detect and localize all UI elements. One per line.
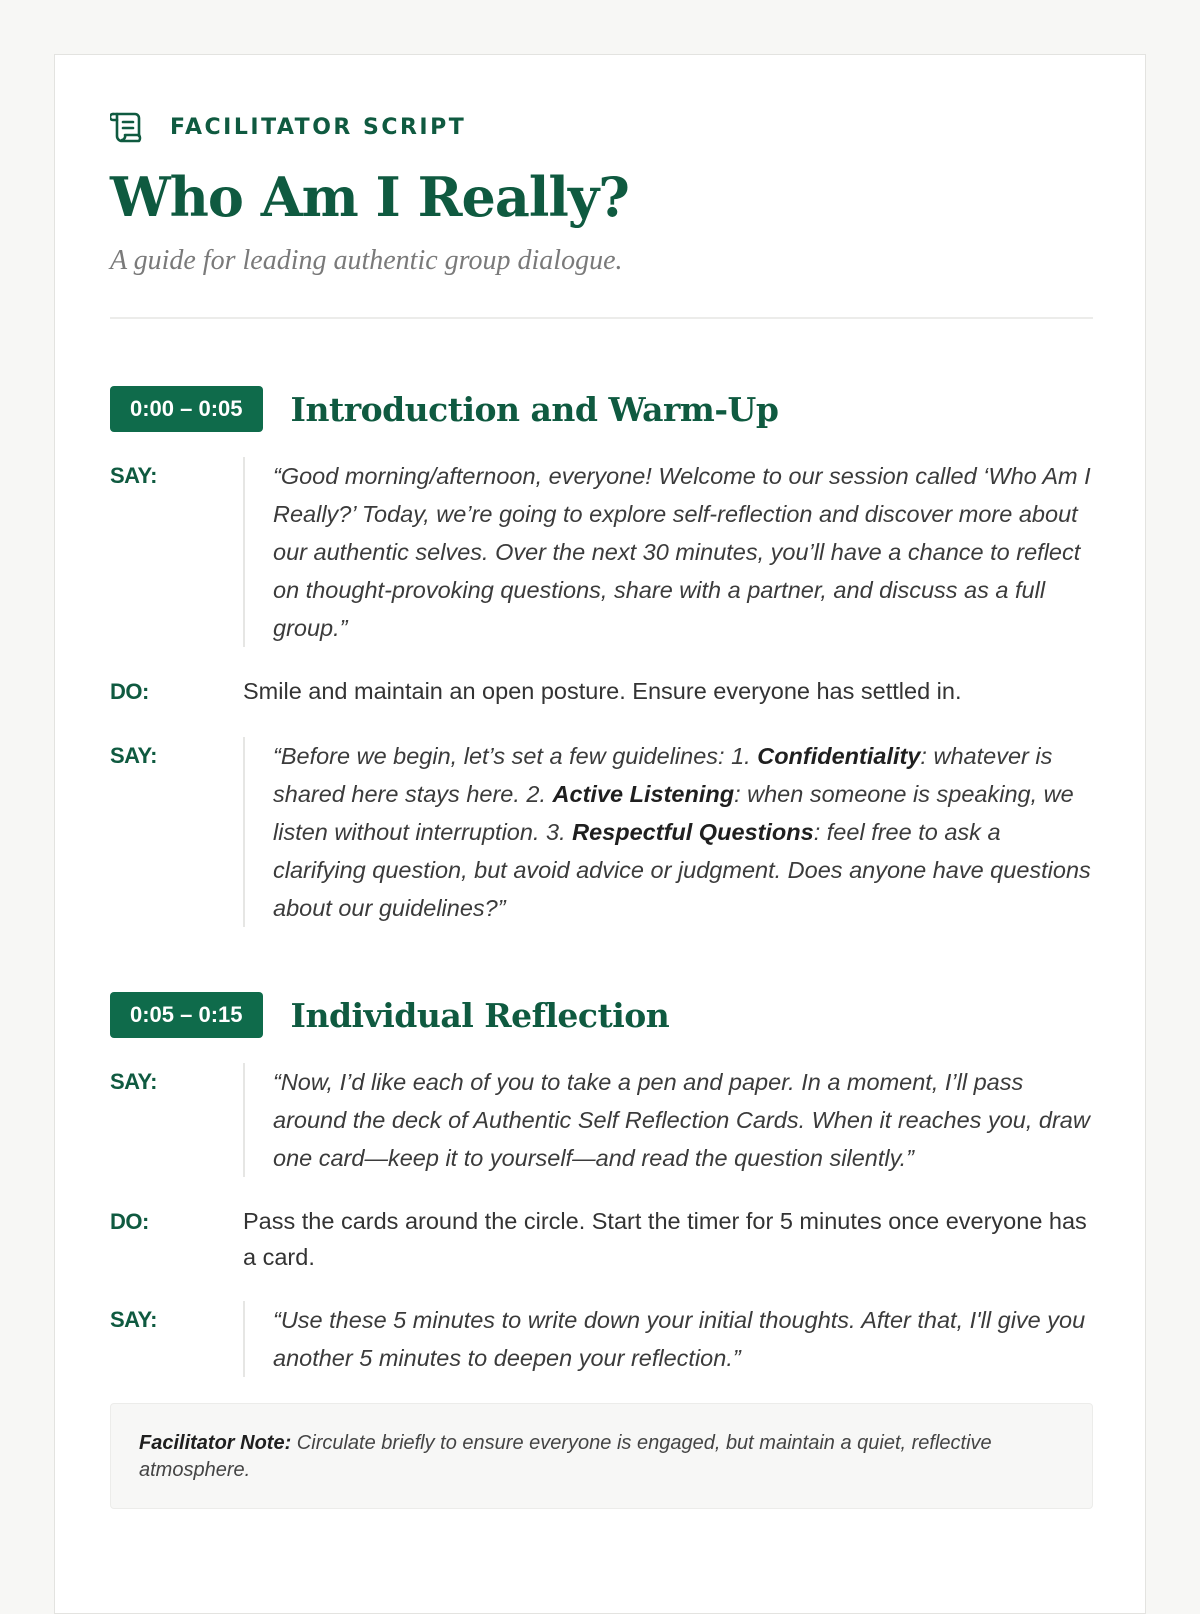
say-text-part: : whatever is shared here stays here. 2.	[273, 743, 1053, 807]
eyebrow-label: FACILITATOR SCRIPT	[170, 114, 467, 140]
script-row-do	[110, 1203, 1093, 1275]
say-text-part: : when someone is speaking, we listen without interruption. 3.	[273, 781, 1074, 845]
note-text: Circulate briefly to ensure everyone is engaged, but maintain a quiet, reflective atmosphere.	[139, 1432, 992, 1481]
note-label: Facilitator Note:	[139, 1432, 292, 1454]
page-title: Who Am I Really?	[110, 165, 629, 229]
cue-label: DO:	[110, 679, 149, 704]
do-text: Pass the cards around the circle. Start the timer for 5 minutes once everyone has a card.	[243, 1208, 1087, 1270]
section-header	[110, 385, 1093, 433]
cue-label: SAY:	[110, 1307, 157, 1332]
section-introduction	[110, 385, 1093, 927]
say-text-guidelines	[243, 737, 1093, 927]
script-page	[54, 54, 1146, 1614]
say-text: “Good morning/afternoon, everyone! Welcome to our session called ‘Who Am I Really?’ Today, we’re going to explore self-reflection and discover more about our authentic selves. Over the next 30 minutes, you’ll have a chance to reflect on thought-provoking questions, share with a partner, and discuss as a full group.”	[243, 457, 1093, 647]
page-subtitle: A guide for leading authentic group dialogue.	[110, 245, 623, 276]
say-text-part: “Before we begin, let’s set a few guidelines: 1.	[273, 743, 758, 769]
script-row-say	[110, 1063, 1093, 1177]
time-badge: 0:05 – 0:15	[110, 992, 263, 1038]
section-individual-reflection	[110, 991, 1093, 1509]
eyebrow	[110, 111, 1093, 143]
facilitator-note	[110, 1403, 1093, 1509]
cue-label: SAY:	[110, 463, 157, 488]
script-row-say	[110, 1301, 1093, 1377]
say-text: “Now, I’d like each of you to take a pen and paper. In a moment, I’ll pass around the deck of Authentic Self Reflection Cards. When it reaches you, draw one card—keep it to yourself—and read the question silently.”	[243, 1063, 1093, 1177]
cue-label: DO:	[110, 1209, 149, 1234]
script-row-say	[110, 457, 1093, 647]
guideline-active-listening: Active Listening	[552, 781, 735, 807]
script-row-do	[110, 673, 1093, 711]
script-content	[110, 111, 1093, 1509]
section-header	[110, 991, 1093, 1039]
do-text: Smile and maintain an open posture. Ensure everyone has settled in.	[243, 678, 962, 704]
say-text: “Use these 5 minutes to write down your initial thoughts. After that, I'll give you another 5 minutes to deepen your reflection.”	[243, 1301, 1093, 1377]
header-divider	[110, 317, 1093, 319]
cue-label: SAY:	[110, 743, 157, 768]
cue-label: SAY:	[110, 1069, 157, 1094]
guideline-respectful-questions: Respectful Questions	[572, 819, 814, 845]
time-badge: 0:00 – 0:05	[110, 386, 263, 432]
guideline-confidentiality: Confidentiality	[757, 743, 921, 769]
section-title: Introduction and Warm-Up	[290, 389, 779, 429]
scroll-icon	[110, 110, 146, 144]
script-row-say	[110, 737, 1093, 927]
say-text-part: : feel free to ask a clarifying question, but avoid advice or judgment. Does anyone have questions about our guidelines?”	[273, 819, 1091, 921]
section-title: Individual Reflection	[290, 995, 670, 1035]
